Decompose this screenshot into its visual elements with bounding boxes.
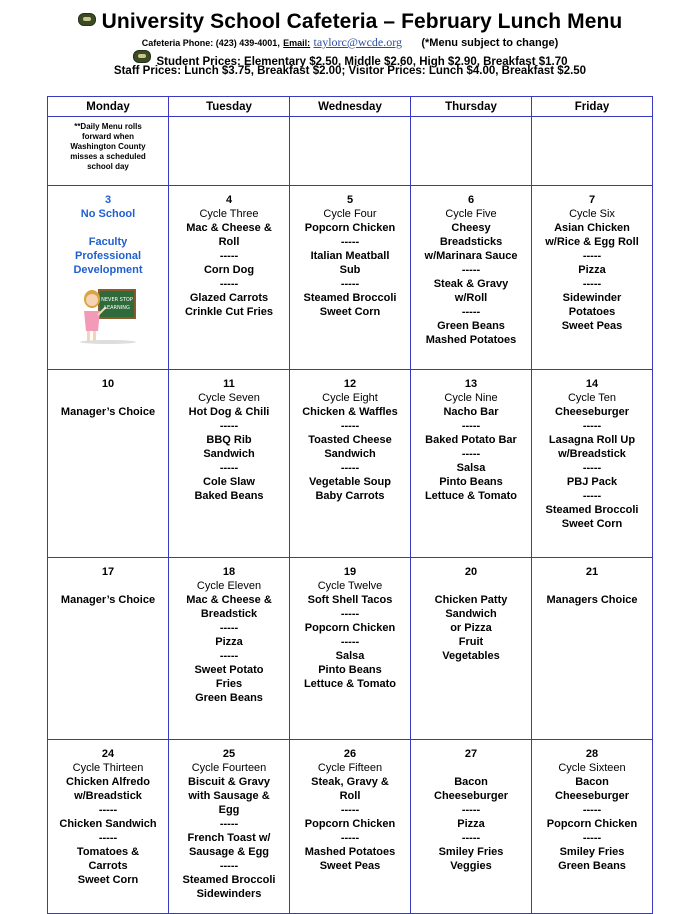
menu-item: Breadstick <box>200 608 258 620</box>
day-cell <box>169 370 290 558</box>
notice-line: forward when <box>81 132 134 141</box>
separator: ----- <box>582 278 602 290</box>
separator: ----- <box>461 832 481 844</box>
notice-line: misses a scheduled <box>70 152 146 161</box>
day-cell <box>48 370 169 558</box>
menu-item: BBQ Rib <box>206 434 252 446</box>
empty-cell <box>532 117 653 186</box>
day-cell <box>48 186 169 370</box>
menu-item: Baked Potato Bar <box>425 434 517 446</box>
menu-item: Carrots <box>88 860 128 872</box>
separator: ----- <box>340 420 360 432</box>
notice-row <box>48 117 653 186</box>
notice-line: Washington County <box>70 142 146 151</box>
menu-item: Toasted Cheese <box>308 434 392 446</box>
day-cell <box>411 370 532 558</box>
separator: ----- <box>582 462 602 474</box>
menu-item: w/Breadstick <box>558 448 626 460</box>
day-cell <box>532 186 653 370</box>
menu-item: Manager’s Choice <box>60 594 156 606</box>
menu-roll-forward-notice <box>48 117 169 186</box>
menu-item: Sweet Peas <box>561 320 623 332</box>
day-number: 13 <box>464 378 478 390</box>
menu-item: Breadsticks <box>439 236 503 248</box>
lunch-calendar <box>47 96 653 914</box>
cafeteria-phone: Cafeteria Phone: (423) 439-4001, <box>141 38 280 48</box>
separator: ----- <box>219 818 239 830</box>
menu-header <box>0 0 700 96</box>
notice-line: **Daily Menu rolls <box>74 122 142 131</box>
menu-item: Steamed Broccoli <box>545 504 639 516</box>
cycle-label: Cycle Five <box>445 208 497 220</box>
menu-item: Sandwich <box>445 608 497 620</box>
menu-item: Green Beans <box>437 320 505 332</box>
menu-item: Popcorn Chicken <box>546 818 638 830</box>
menu-item: Mac & Cheese & <box>186 222 272 234</box>
day-number: 28 <box>585 748 599 760</box>
day-cell <box>411 740 532 914</box>
menu-item: Chicken Patty <box>434 594 508 606</box>
cycle-label: Cycle Seven <box>198 392 260 404</box>
empty-cell <box>290 117 411 186</box>
svg-text:NEVER STOP: NEVER STOP <box>101 297 133 303</box>
cycle-label: Cycle Ten <box>567 392 617 404</box>
separator: ----- <box>219 462 239 474</box>
day-cell <box>532 740 653 914</box>
menu-item: Italian Meatball <box>310 250 390 262</box>
menu-item: Egg <box>218 804 240 816</box>
day-number: 10 <box>101 378 115 390</box>
school-logo-icon <box>78 13 96 26</box>
menu-item: Steak, Gravy & <box>311 776 389 788</box>
menu-item: Pizza <box>215 636 243 648</box>
day-cell <box>290 370 411 558</box>
separator: ----- <box>219 250 239 262</box>
menu-item: Pizza <box>578 264 606 276</box>
day-number: 7 <box>588 194 596 206</box>
day-number: 14 <box>585 378 599 390</box>
empty-cell <box>411 117 532 186</box>
weekday-header-row <box>48 97 653 117</box>
menu-item: Sandwich <box>324 448 376 460</box>
day-number: 11 <box>223 378 235 390</box>
menu-item: Popcorn Chicken <box>304 622 396 634</box>
menu-item: Lettuce & Tomato <box>303 678 397 690</box>
day-cell <box>411 186 532 370</box>
week-row <box>48 186 653 370</box>
separator: ----- <box>582 832 602 844</box>
cycle-label: Cycle Three <box>199 208 259 220</box>
spacer <box>411 579 531 593</box>
staff-prices-line <box>0 65 700 77</box>
menu-item: Pizza <box>457 818 485 830</box>
menu-item: Sausage & Egg <box>188 846 270 858</box>
menu-item: Sweet Corn <box>77 874 139 886</box>
day-number: 6 <box>467 194 475 206</box>
empty-cell <box>169 117 290 186</box>
day-cell <box>532 370 653 558</box>
menu-item: Fruit <box>458 636 484 648</box>
cycle-label: Cycle Nine <box>444 392 498 404</box>
menu-item: Manager’s Choice <box>60 406 156 418</box>
cycle-label: Cycle Sixteen <box>558 762 626 774</box>
menu-item: Pinto Beans <box>439 476 503 488</box>
menu-item: Smiley Fries <box>438 846 504 858</box>
separator: ----- <box>461 264 481 276</box>
day-cell <box>48 558 169 740</box>
spacer <box>48 391 168 405</box>
day-number: 18 <box>222 566 236 578</box>
day-number: 17 <box>101 566 115 578</box>
day-cell <box>48 740 169 914</box>
separator: ----- <box>582 420 602 432</box>
menu-item: Sweet Corn <box>319 306 381 318</box>
email-label: Email: <box>283 38 311 48</box>
menu-item: Pinto Beans <box>318 664 382 676</box>
cycle-label: Cycle Fifteen <box>317 762 383 774</box>
separator: ----- <box>461 306 481 318</box>
menu-item: or Pizza <box>450 622 492 634</box>
menu-item: Veggies <box>450 860 492 872</box>
cycle-label: Cycle Twelve <box>317 580 383 592</box>
menu-item: Cheeseburger <box>555 406 629 418</box>
day-number: 26 <box>343 748 357 760</box>
day-cell <box>169 558 290 740</box>
menu-item: Lasagna Roll Up <box>548 434 636 446</box>
separator: ----- <box>219 420 239 432</box>
menu-item: Sidewinder <box>562 292 622 304</box>
menu-item: Development <box>73 264 143 276</box>
day-number: 20 <box>464 566 478 578</box>
separator: ----- <box>340 832 360 844</box>
day-cell <box>169 740 290 914</box>
day-cell <box>532 558 653 740</box>
week-row <box>48 558 653 740</box>
menu-item: w/Marinara Sauce <box>424 250 518 262</box>
menu-item: Corn Dog <box>203 264 255 276</box>
spacer <box>411 761 531 775</box>
email-link[interactable]: taylorc@wcde.org <box>313 35 402 49</box>
menu-item: Sidewinders <box>196 888 262 900</box>
spacer <box>532 579 652 593</box>
day-number: 25 <box>222 748 236 760</box>
separator: ----- <box>219 860 239 872</box>
day-number: 5 <box>346 194 354 206</box>
menu-item: Bacon <box>454 776 488 788</box>
teacher-chalkboard-icon <box>78 285 138 345</box>
menu-item: Sweet Peas <box>319 860 381 872</box>
day-number: 21 <box>585 566 599 578</box>
spacer <box>48 579 168 593</box>
separator: ----- <box>461 804 481 816</box>
menu-item: Lettuce & Tomato <box>424 490 518 502</box>
separator: ----- <box>98 804 118 816</box>
menu-item: French Toast w/ <box>187 832 271 844</box>
staff-prices: Staff Prices: Lunch $3.75, Breakfast $2.00; Visitor Prices: Lunch $4.00, Breakfast $2.50 <box>113 65 587 77</box>
day-cell <box>411 558 532 740</box>
page-title: University School Cafeteria – February Lunch Menu <box>101 10 623 33</box>
menu-item: Vegetables <box>442 650 500 662</box>
menu-item: Bacon <box>575 776 609 788</box>
separator: ----- <box>340 278 360 290</box>
menu-item: Asian Chicken <box>554 222 630 234</box>
separator: ----- <box>340 608 360 620</box>
separator: ----- <box>340 804 360 816</box>
day-cell <box>290 186 411 370</box>
menu-item: Salsa <box>456 462 486 474</box>
menu-item: Sandwich <box>203 448 255 460</box>
notice-line: school day <box>87 162 129 171</box>
menu-item: Steak & Gravy <box>433 278 509 290</box>
menu-item: Popcorn Chicken <box>304 818 396 830</box>
weekday-header: Tuesday <box>169 97 290 117</box>
day-cell <box>290 740 411 914</box>
cycle-label: Cycle Eight <box>322 392 378 404</box>
separator: ----- <box>461 420 481 432</box>
separator: ----- <box>98 832 118 844</box>
separator: ----- <box>219 278 239 290</box>
menu-item: Nacho Bar <box>443 406 499 418</box>
menu-item: PBJ Pack <box>566 476 618 488</box>
menu-item: Sub <box>339 264 361 276</box>
menu-item: Cole Slaw <box>203 476 255 488</box>
day-number: 24 <box>101 748 115 760</box>
cycle-label: Cycle Eleven <box>196 580 262 592</box>
day-number: 3 <box>104 194 112 206</box>
menu-item: Faculty <box>88 236 128 248</box>
student-prices: Student Prices: Elementary $2.50, Middle $2.60, High $2.90, Breakfast $1.70 <box>156 56 568 68</box>
separator: ----- <box>340 636 360 648</box>
menu-item: w/Roll <box>454 292 488 304</box>
menu-item: Cheeseburger <box>434 790 508 802</box>
spacer <box>48 221 168 235</box>
menu-item: Baby Carrots <box>315 490 385 502</box>
school-logo-icon <box>133 50 151 63</box>
menu-item: No School <box>80 208 136 220</box>
menu-item: Smiley Fries <box>559 846 625 858</box>
menu-item: Steamed Broccoli <box>303 292 397 304</box>
menu-item: Fries <box>215 678 243 690</box>
separator: ----- <box>461 448 481 460</box>
menu-item: Hot Dog & Chili <box>188 406 270 418</box>
separator: ----- <box>219 650 239 662</box>
menu-item: Roll <box>218 236 240 248</box>
menu-item: Chicken & Waffles <box>302 406 398 418</box>
menu-item: Tomatoes & <box>76 846 140 858</box>
menu-item: Chicken Sandwich <box>59 818 157 830</box>
menu-item: Mashed Potatoes <box>304 846 396 858</box>
weekday-header: Thursday <box>411 97 532 117</box>
separator: ----- <box>340 462 360 474</box>
menu-item: Professional <box>74 250 142 262</box>
menu-item: Green Beans <box>195 692 263 704</box>
day-number: 27 <box>464 748 478 760</box>
menu-item: Potatoes <box>568 306 616 318</box>
menu-item: Managers Choice <box>546 594 638 606</box>
menu-item: Popcorn Chicken <box>304 222 396 234</box>
menu-item: Baked Beans <box>194 490 264 502</box>
contact-line <box>0 35 700 50</box>
cycle-label: Cycle Fourteen <box>191 762 267 774</box>
menu-item: Sweet Corn <box>561 518 623 530</box>
menu-item: with Sausage & <box>188 790 270 802</box>
day-number: 12 <box>343 378 357 390</box>
cycle-label: Cycle Six <box>569 208 615 220</box>
title-row <box>0 10 700 34</box>
svg-text:LEARNING: LEARNING <box>104 305 130 311</box>
cycle-label: Cycle Thirteen <box>72 762 144 774</box>
menu-item: Roll <box>339 790 361 802</box>
week-row <box>48 740 653 914</box>
menu-item: Glazed Carrots <box>189 292 269 304</box>
day-cell <box>169 186 290 370</box>
menu-item: Mashed Potatoes <box>425 334 517 346</box>
menu-item: Salsa <box>335 650 365 662</box>
menu-item: Cheesy <box>451 222 491 234</box>
weekday-header: Wednesday <box>290 97 411 117</box>
menu-subject-note: (*Menu subject to change) <box>421 37 559 49</box>
day-cell <box>290 558 411 740</box>
separator: ----- <box>582 804 602 816</box>
cycle-label: Cycle Four <box>323 208 377 220</box>
separator: ----- <box>219 622 239 634</box>
menu-item: Sweet Potato <box>194 664 264 676</box>
menu-item: Chicken Alfredo <box>66 776 150 788</box>
separator: ----- <box>340 236 360 248</box>
weekday-header: Friday <box>532 97 653 117</box>
separator: ----- <box>582 490 602 502</box>
weekday-header: Monday <box>48 97 169 117</box>
menu-item: Cheeseburger <box>555 790 629 802</box>
menu-item: Biscuit & Gravy <box>188 776 270 788</box>
menu-item: Crinkle Cut Fries <box>184 306 274 318</box>
day-number: 4 <box>225 194 233 206</box>
menu-item: w/Breadstick <box>74 790 142 802</box>
menu-item: Steamed Broccoli <box>182 874 276 886</box>
separator: ----- <box>582 250 602 262</box>
week-row <box>48 370 653 558</box>
menu-item: Green Beans <box>558 860 626 872</box>
menu-item: Mac & Cheese & <box>186 594 272 606</box>
menu-item: Soft Shell Tacos <box>307 594 393 606</box>
day-number: 19 <box>343 566 357 578</box>
menu-item: w/Rice & Egg Roll <box>545 236 639 248</box>
menu-item: Vegetable Soup <box>309 476 391 488</box>
